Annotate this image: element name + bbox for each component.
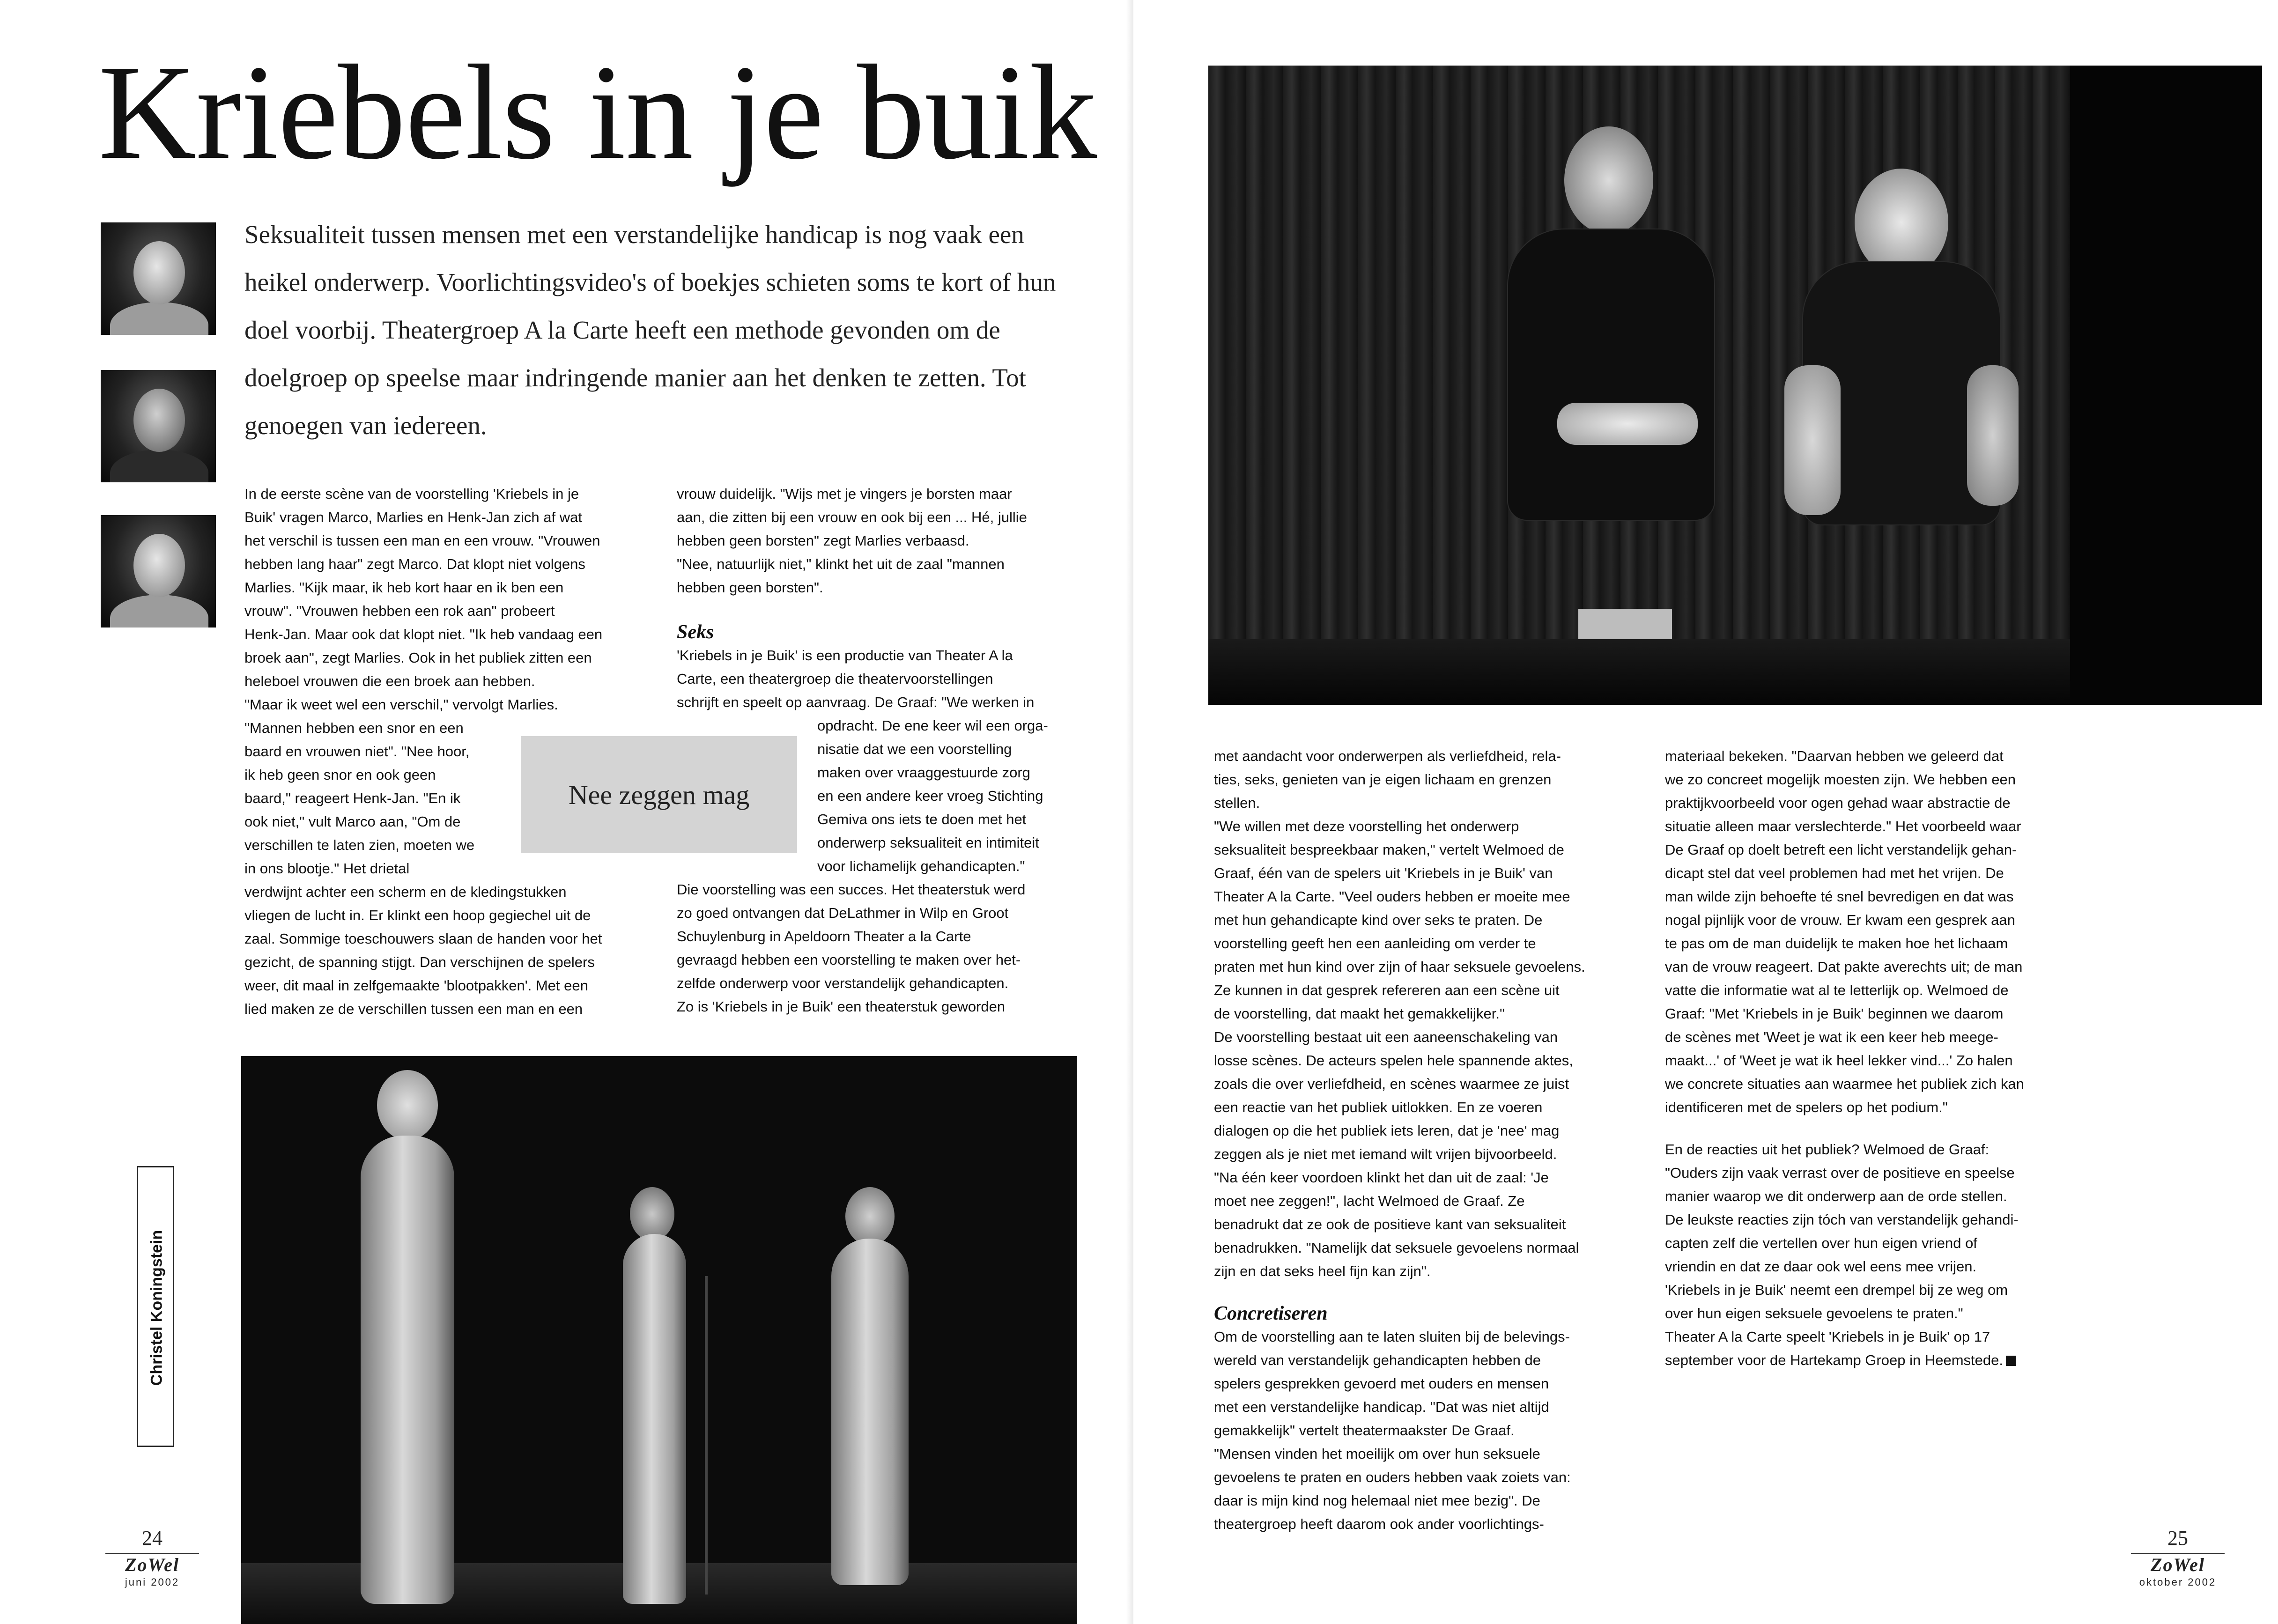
left-page [0, 0, 1133, 1624]
stage-photo-actors [1208, 66, 2262, 705]
pull-quote-box [521, 736, 797, 853]
stage-floor [1208, 639, 2070, 705]
body-column-2c: opdracht. De ene keer wil een orga- nisatie dat we een voorstelling maken over vraaggestuurde zorg en een andere keer vroeg Stichting Gemiva ons iets te doen met het onderwerp seksualiteit en intimiteit voor lichamelijk gehandicapten." [817, 717, 1048, 874]
right-page [1133, 0, 2278, 1624]
body-column-3b: Om de voorstelling aan te laten sluiten bij de belevings- wereld van verstandelijk gehandicapten hebben de spelers gesprekken gevoerd met ouders en mensen met een verstandelijke handicap. "Dat was niet altijd gemakkelijk" vertelt theatermaakster De Graaf. "Mensen vinden het moeilijk om over hun seksuele gevoelens te praten en ouders hebben vaak zoiets van: daar is mijn kind nog helemaal niet mee bezig". De theatergroep heeft daarom ook ander voorlichtings- [1214, 1329, 1571, 1532]
pull-quote: Nee zeggen mag [568, 779, 750, 810]
actress-arm [1784, 365, 1841, 515]
author-box [137, 1166, 174, 1447]
body-column-4b-text: En de reacties uit het publiek? Welmoed de Graaf: "Ouders zijn vaak verrast over de positieve en speelse manier waarop we dit onderwerp aan de orde stellen. De leukste reacties zijn tóch van verstandelijk gehandi- capten zelf die vertellen over hun eigen vriend of vriendin en dat ze daar ook wel eens mee vrijen. 'Kriebels in je Buik' neemt een drempel bij ze weg om over hun eigen seksuele gevoelens te praten." Theater A la Carte speelt 'Kriebels in je Buik' op 17 september voor de Hartekamp Groep in Heemstede. [1665, 1141, 2019, 1368]
issue-date: juni 2002 [125, 1576, 180, 1588]
actress-head [1855, 169, 1948, 276]
thumbnail-face [133, 389, 185, 452]
thumbnail-face [133, 241, 185, 304]
actor-head [1564, 126, 1653, 234]
body-column-4b [1665, 1138, 2058, 1372]
performer-head [377, 1070, 438, 1140]
body-column-3a: met aandacht voor onderwerpen als verliefdheid, rela- ties, seks, genieten van je eigen lichaam en grenzen stellen. "We willen met deze voorstelling het onderwerp seksualiteit bespreekbaar maken," vertelt Welmoed de Graaf, één van de spelers uit 'Kriebels in je Buik' van Theater A la Carte. "Veel ouders hebben er moeite mee met hun gehandicapte kind over seks te praten. De voorstelling geeft hen een aanleiding om verder te praten met hun kind over zijn of haar seksuele gevoelens. Ze kunnen in dat gesprek refereren aan een scène uit de voorstelling, dat maakt het gemakkelijker." De voorstelling bestaat uit een aaneenschakeling van losse scènes. De acteurs spelen hele spannende aktes, zoals die over verliefdheid, en scènes waarmee ze juist een reactie van het publiek uitlokken. En ze voeren dialogen op die het publiek iets leren, dat je 'nee' mag zeggen als je niet met iemand wilt vrijen bijvoorbeeld. "Na één keer voordoen klinkt het dan uit de zaal: 'Je moet nee zeggen!", lacht Welmoed de Graaf. Ze benadrukt dat ze ook de positieve kant van seksualiteit benadrukken. "Namelijk dat seksuele gevoelens normaal zijn en dat seks heel fijn kan zijn". [1214, 748, 1585, 1279]
thumbnail-photo-1 [101, 222, 216, 335]
magazine-name: ZoWel [2151, 1554, 2205, 1575]
folio-left [101, 1527, 204, 1589]
thumbnail-figure [110, 450, 208, 482]
thumbnail-figure [110, 302, 208, 335]
body-column-1: In de eerste scène van de voorstelling 'Kriebels in je Buik' vragen Marco, Marlies en Henk-Jan zich af wat het verschil is tussen een man en een vrouw. "Vrouwen hebben lang haar" zegt Marco. Dat klopt niet volgens Marlies. "Kijk maar, ik heb kort haar en ik ben een vrouw". "Vrouwen hebben een rok aan" probeert Henk-Jan. Maar ook dat klopt niet. "Ik heb vandaag een broek aan", zegt Marlies. Ook in het publiek zitten een heleboel vrouwen die een broek aan hebben. "Maar ik weet wel een verschil," vervolgt Marlies. "Mannen hebben een snor en een baard en vrouwen niet". "Nee hoor, ik heb geen snor en ook geen baard," reageert Henk-Jan. "En ik ook niet," vult Marco aan, "Om de verschillen te laten zien, moeten we in ons blootje." Het drietal verdwijnt achter een scherm en de kledingstukken vliegen de lucht in. Er klinkt een hoop gegiechel uit de zaal. Sommige toeschouwers slaan de handen voor het gezicht, de spanning stijgt. Dan verschijnen de spelers weer, dit maal in zelfgemaakte 'blootpakken'. Met een lied maken ze de verschillen tussen een man en een [244, 486, 603, 1017]
stage-photo-performers [241, 1056, 1077, 1624]
microphone-stand [705, 1276, 708, 1594]
performer-body [361, 1136, 454, 1604]
actor-body [1508, 229, 1714, 520]
page-number: 24 [142, 1527, 163, 1550]
thumbnail-figure [110, 595, 208, 627]
thumbnail-photo-3 [101, 515, 216, 627]
body-column-2b: 'Kriebels in je Buik' is een productie van Theater A la Carte, een theatergroep die theatervoorstellingen schrijft en speelt op aanvraag. De Graaf: "We werken in [677, 647, 1035, 710]
folio-rule [2131, 1553, 2225, 1554]
body-column-2d: Die voorstelling was een succes. Het theaterstuk werd zo goed ontvangen dat DeLathmer in Wilp en Groot Schuylenburg in Apeldoorn Theater a la Carte gevraagd hebben een voorstelling te maken over het- zelfde onderwerp voor verstandelijk gehandicapten. Zo is 'Kriebels in je Buik' een theaterstuk geworden [677, 881, 1026, 1015]
performer-head [630, 1187, 674, 1241]
article-intro: Seksualiteit tussen mensen met een verstandelijke handicap is nog vaak een heikel onderwerp. Voorlichtingsvideo's of boekjes schieten soms te kort of hun doel voorbij. Theatergroep A la Carte heeft een methode gevonden om de doelgroep op speelse maar indringende manier aan het denken te zetten. Tot genoegen van iedereen. [244, 220, 1056, 440]
photo-shadow [2070, 66, 2262, 705]
body-column-2a: vrouw duidelijk. "Wijs met je vingers je borsten maar aan, die zitten bij een vrouw en ook bij een ... Hé, jullie hebben geen borsten" zegt Marlies verbaasd. "Nee, natuurlijk niet," klinkt het uit de zaal "mannen hebben geen borsten". [677, 486, 1027, 596]
folio-rule [105, 1553, 199, 1554]
article-title: Kriebels in je buik [98, 37, 1097, 187]
actress-arm [1967, 365, 2019, 506]
magazine-name: ZoWel [125, 1554, 179, 1575]
author-name: Christel Koningstein [148, 1230, 166, 1386]
thumbnail-photo-2 [101, 370, 216, 482]
performer-body [831, 1239, 909, 1585]
subhead-seks: Seks [677, 621, 714, 643]
end-of-article-square-icon [2006, 1356, 2016, 1366]
actor-hands [1557, 403, 1698, 445]
subhead-concretiseren: Concretiseren [1214, 1303, 1328, 1324]
performer-head [845, 1187, 895, 1246]
thumbnail-face [133, 534, 185, 597]
folio-right [2126, 1527, 2229, 1589]
page-number: 25 [2167, 1527, 2188, 1550]
body-column-4a: materiaal bekeken. "Daarvan hebben we geleerd dat we zo concreet mogelijk moesten zijn. We hebben een praktijkvoorbeeld voor ogen gehad waar abstractie de situatie alleen maar verslechterde." Het voorbeeld waar De Graaf op doelt betreft een licht verstandelijk gehan- dicapt stel dat veel problemen had met het vrijen. De man wilde zijn behoefte té snel bevredigen en dat was nogal pijnlijk voor de vrouw. Er kwam een gesprek aan te pas om de man duidelijk te maken hoe het lichaam van de vrouw reageert. Dat pakte averechts uit; de man vatte die informatie wat al te letterlijk op. Welmoed de Graaf: "Met 'Kriebels in je Buik' beginnen we daarom de scènes met 'Weet je wat ik een keer heb meege- maakt...' of 'Weet je wat ik heel lekker vind...' Zo halen we concrete situaties aan waarmee het publiek zich kan identificeren met de spelers op het podium." [1665, 748, 2024, 1115]
performer-body [623, 1234, 686, 1604]
issue-date: oktober 2002 [2139, 1576, 2217, 1588]
